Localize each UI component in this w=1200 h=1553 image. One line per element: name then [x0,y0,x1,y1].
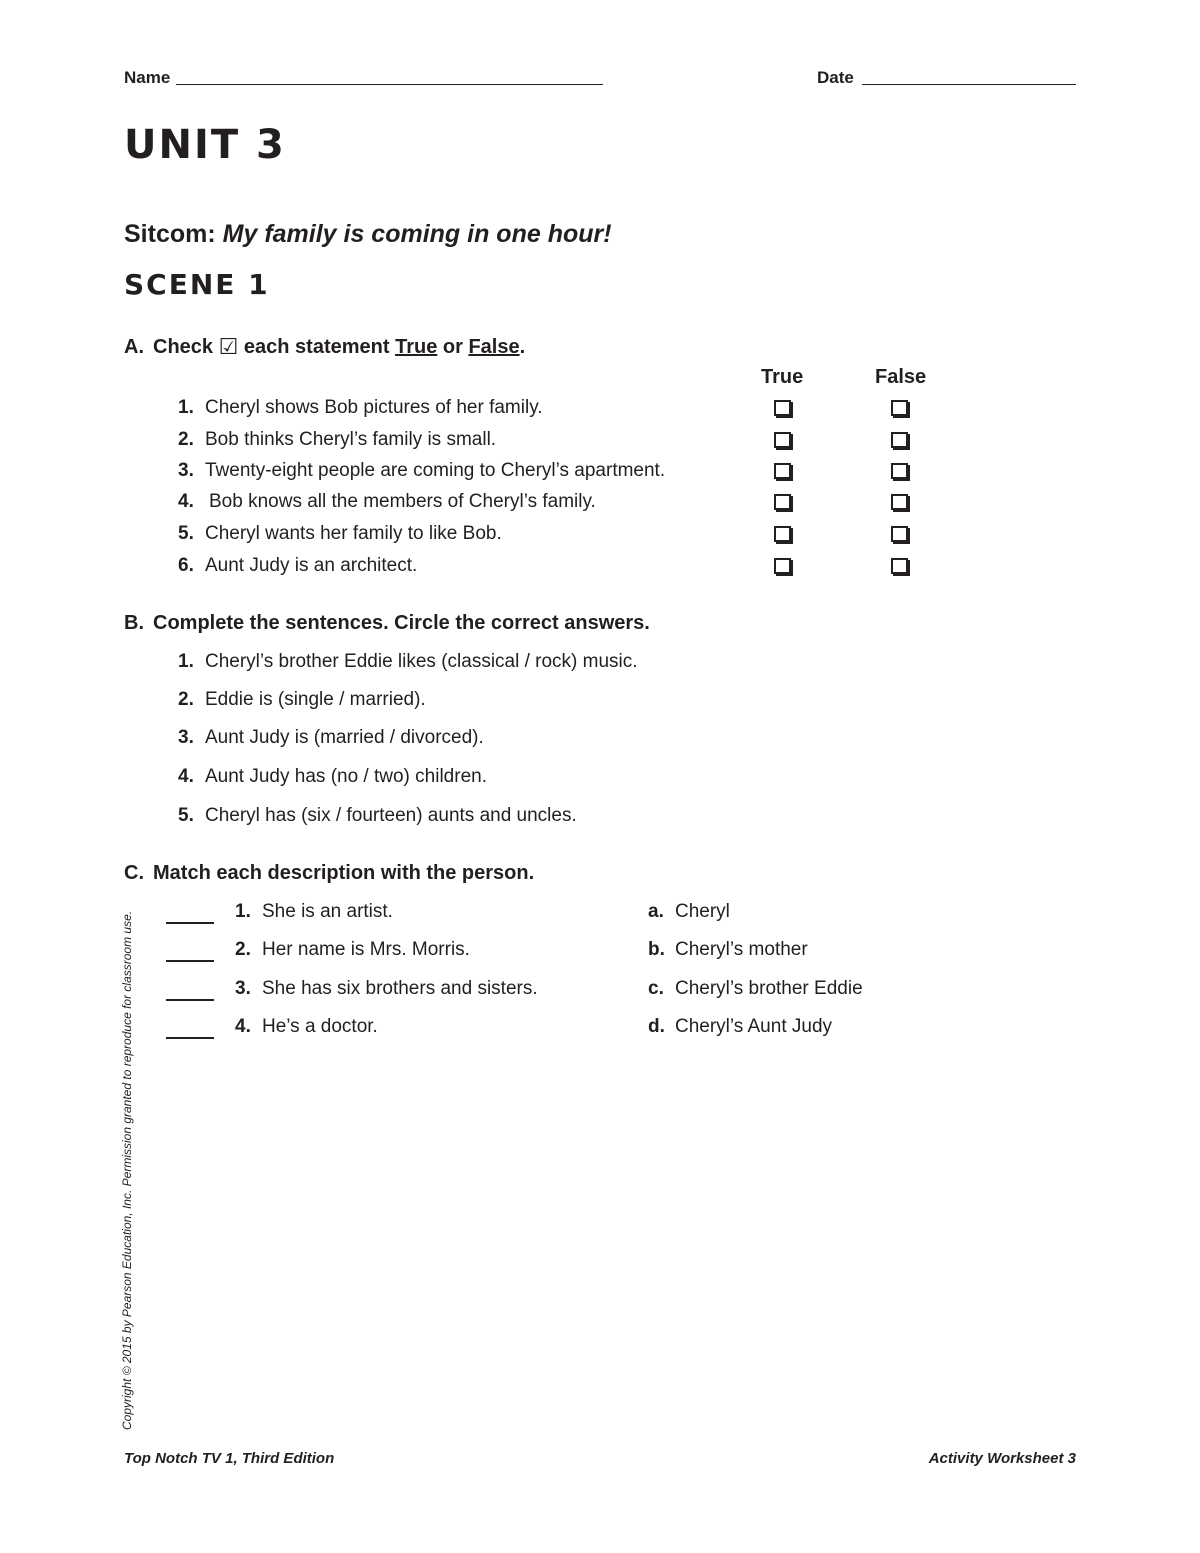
statement-text: Bob knows all the members of Cheryl’s family. [209,491,596,512]
column-header-true: True [761,366,804,388]
description-row [235,978,538,1000]
statement-number: 1. [178,397,194,418]
sentence-number: 1. [178,651,194,672]
scene-title: SCENE 1 [124,268,270,301]
instr-false-word: False [468,336,520,358]
statement-number: 5. [178,523,194,544]
unit-title: UNIT 3 [124,122,286,168]
sentence-text: Cheryl has (six / fourteen) aunts and uncles. [205,805,577,826]
instr-or-word: or [442,336,463,358]
match-answer-blank-3[interactable] [166,999,214,1001]
description-text: He’s a doctor. [262,1016,378,1037]
true-checkbox-2[interactable] [774,432,791,448]
checkbox-checked-icon: ☑ [218,334,239,359]
statement-number: 3. [178,460,194,481]
name-label: Name [124,68,171,87]
date-field[interactable] [862,84,1076,85]
person-text: Cheryl’s brother Eddie [675,978,863,999]
match-answer-blank-4[interactable] [166,1037,214,1039]
section-a-instruction [124,334,525,360]
true-checkbox-1[interactable] [774,400,791,416]
person-option [648,978,863,1000]
match-answer-blank-1[interactable] [166,922,214,924]
statement-row [178,523,502,545]
description-number: 3. [235,978,251,999]
description-number: 2. [235,939,251,960]
sentence-text: Cheryl’s brother Eddie likes (classical / rock) music. [205,651,638,672]
true-checkbox-3[interactable] [774,463,791,479]
sentence-text: Aunt Judy has (no / two) children. [205,766,487,787]
section-b-instruction [124,612,650,635]
statement-text: Aunt Judy is an architect. [205,555,418,576]
name-field[interactable] [176,84,603,85]
person-option [648,1016,832,1038]
copyright-notice: Copyright © 2015 by Pearson Education, Inc. Permission granted to reproduce for classroom use. [120,910,134,1430]
sentence-number: 5. [178,805,194,826]
false-checkbox-4[interactable] [891,494,908,510]
statement-row [178,555,417,577]
footer-worksheet-label: Activity Worksheet 3 [928,1450,1076,1467]
person-text: Cheryl [675,901,730,922]
match-answer-blank-2[interactable] [166,960,214,962]
statement-row [178,397,543,419]
section-c-instruction [124,862,534,885]
sentence-row[interactable] [178,805,577,827]
description-text: She has six brothers and sisters. [262,978,538,999]
true-checkbox-5[interactable] [774,526,791,542]
sentence-number: 2. [178,689,194,710]
true-checkbox-6[interactable] [774,558,791,574]
false-checkbox-1[interactable] [891,400,908,416]
sentence-number: 4. [178,766,194,787]
statement-row [178,491,596,513]
section-b-text: Complete the sentences. Circle the correct answers. [153,612,650,634]
description-number: 1. [235,901,251,922]
person-option [648,939,808,961]
description-row [235,939,470,961]
description-row [235,901,393,923]
statement-number: 2. [178,429,194,450]
false-checkbox-6[interactable] [891,558,908,574]
column-header-false: False [875,366,927,388]
sentence-text: Eddie is (single / married). [205,689,426,710]
false-checkbox-2[interactable] [891,432,908,448]
statement-text: Cheryl wants her family to like Bob. [205,523,502,544]
sentence-text: Aunt Judy is (married / divorced). [205,727,484,748]
sentence-row[interactable] [178,689,426,711]
section-b-letter: B. [124,612,144,634]
statement-number: 4. [178,491,194,512]
footer-book-title: Top Notch TV 1, Third Edition [124,1450,335,1467]
description-number: 4. [235,1016,251,1037]
sentence-row[interactable] [178,727,484,749]
date-label: Date [817,68,854,87]
description-row [235,1016,378,1038]
sentence-row[interactable] [178,651,638,673]
description-text: She is an artist. [262,901,393,922]
false-checkbox-3[interactable] [891,463,908,479]
description-text: Her name is Mrs. Morris. [262,939,470,960]
section-c-letter: C. [124,862,144,884]
statement-text: Twenty-eight people are coming to Cheryl’s apartment. [205,460,666,481]
person-letter: b. [648,939,665,960]
statement-text: Bob thinks Cheryl’s family is small. [205,429,497,450]
sentence-number: 3. [178,727,194,748]
statement-text: Cheryl shows Bob pictures of her family. [205,397,543,418]
person-letter: c. [648,978,664,999]
person-option [648,901,730,923]
true-checkbox-4[interactable] [774,494,791,510]
section-c-text: Match each description with the person. [153,862,535,884]
section-a-letter: A. [124,336,144,358]
sentence-row[interactable] [178,766,487,788]
sitcom-heading [124,220,612,249]
false-checkbox-5[interactable] [891,526,908,542]
instr-true-word: True [395,336,438,358]
instr-period: . [519,336,526,358]
statement-number: 6. [178,555,194,576]
sitcom-label: Sitcom: [124,220,216,248]
person-letter: d. [648,1016,665,1037]
statement-row [178,429,496,451]
person-letter: a. [648,901,664,922]
instr-check-word: Check [153,336,214,358]
instr-mid-text: each statement [243,336,390,358]
person-text: Cheryl’s mother [675,939,808,960]
sitcom-title: My family is coming in one hour! [222,220,612,248]
person-text: Cheryl’s Aunt Judy [675,1016,833,1037]
statement-row [178,460,665,482]
